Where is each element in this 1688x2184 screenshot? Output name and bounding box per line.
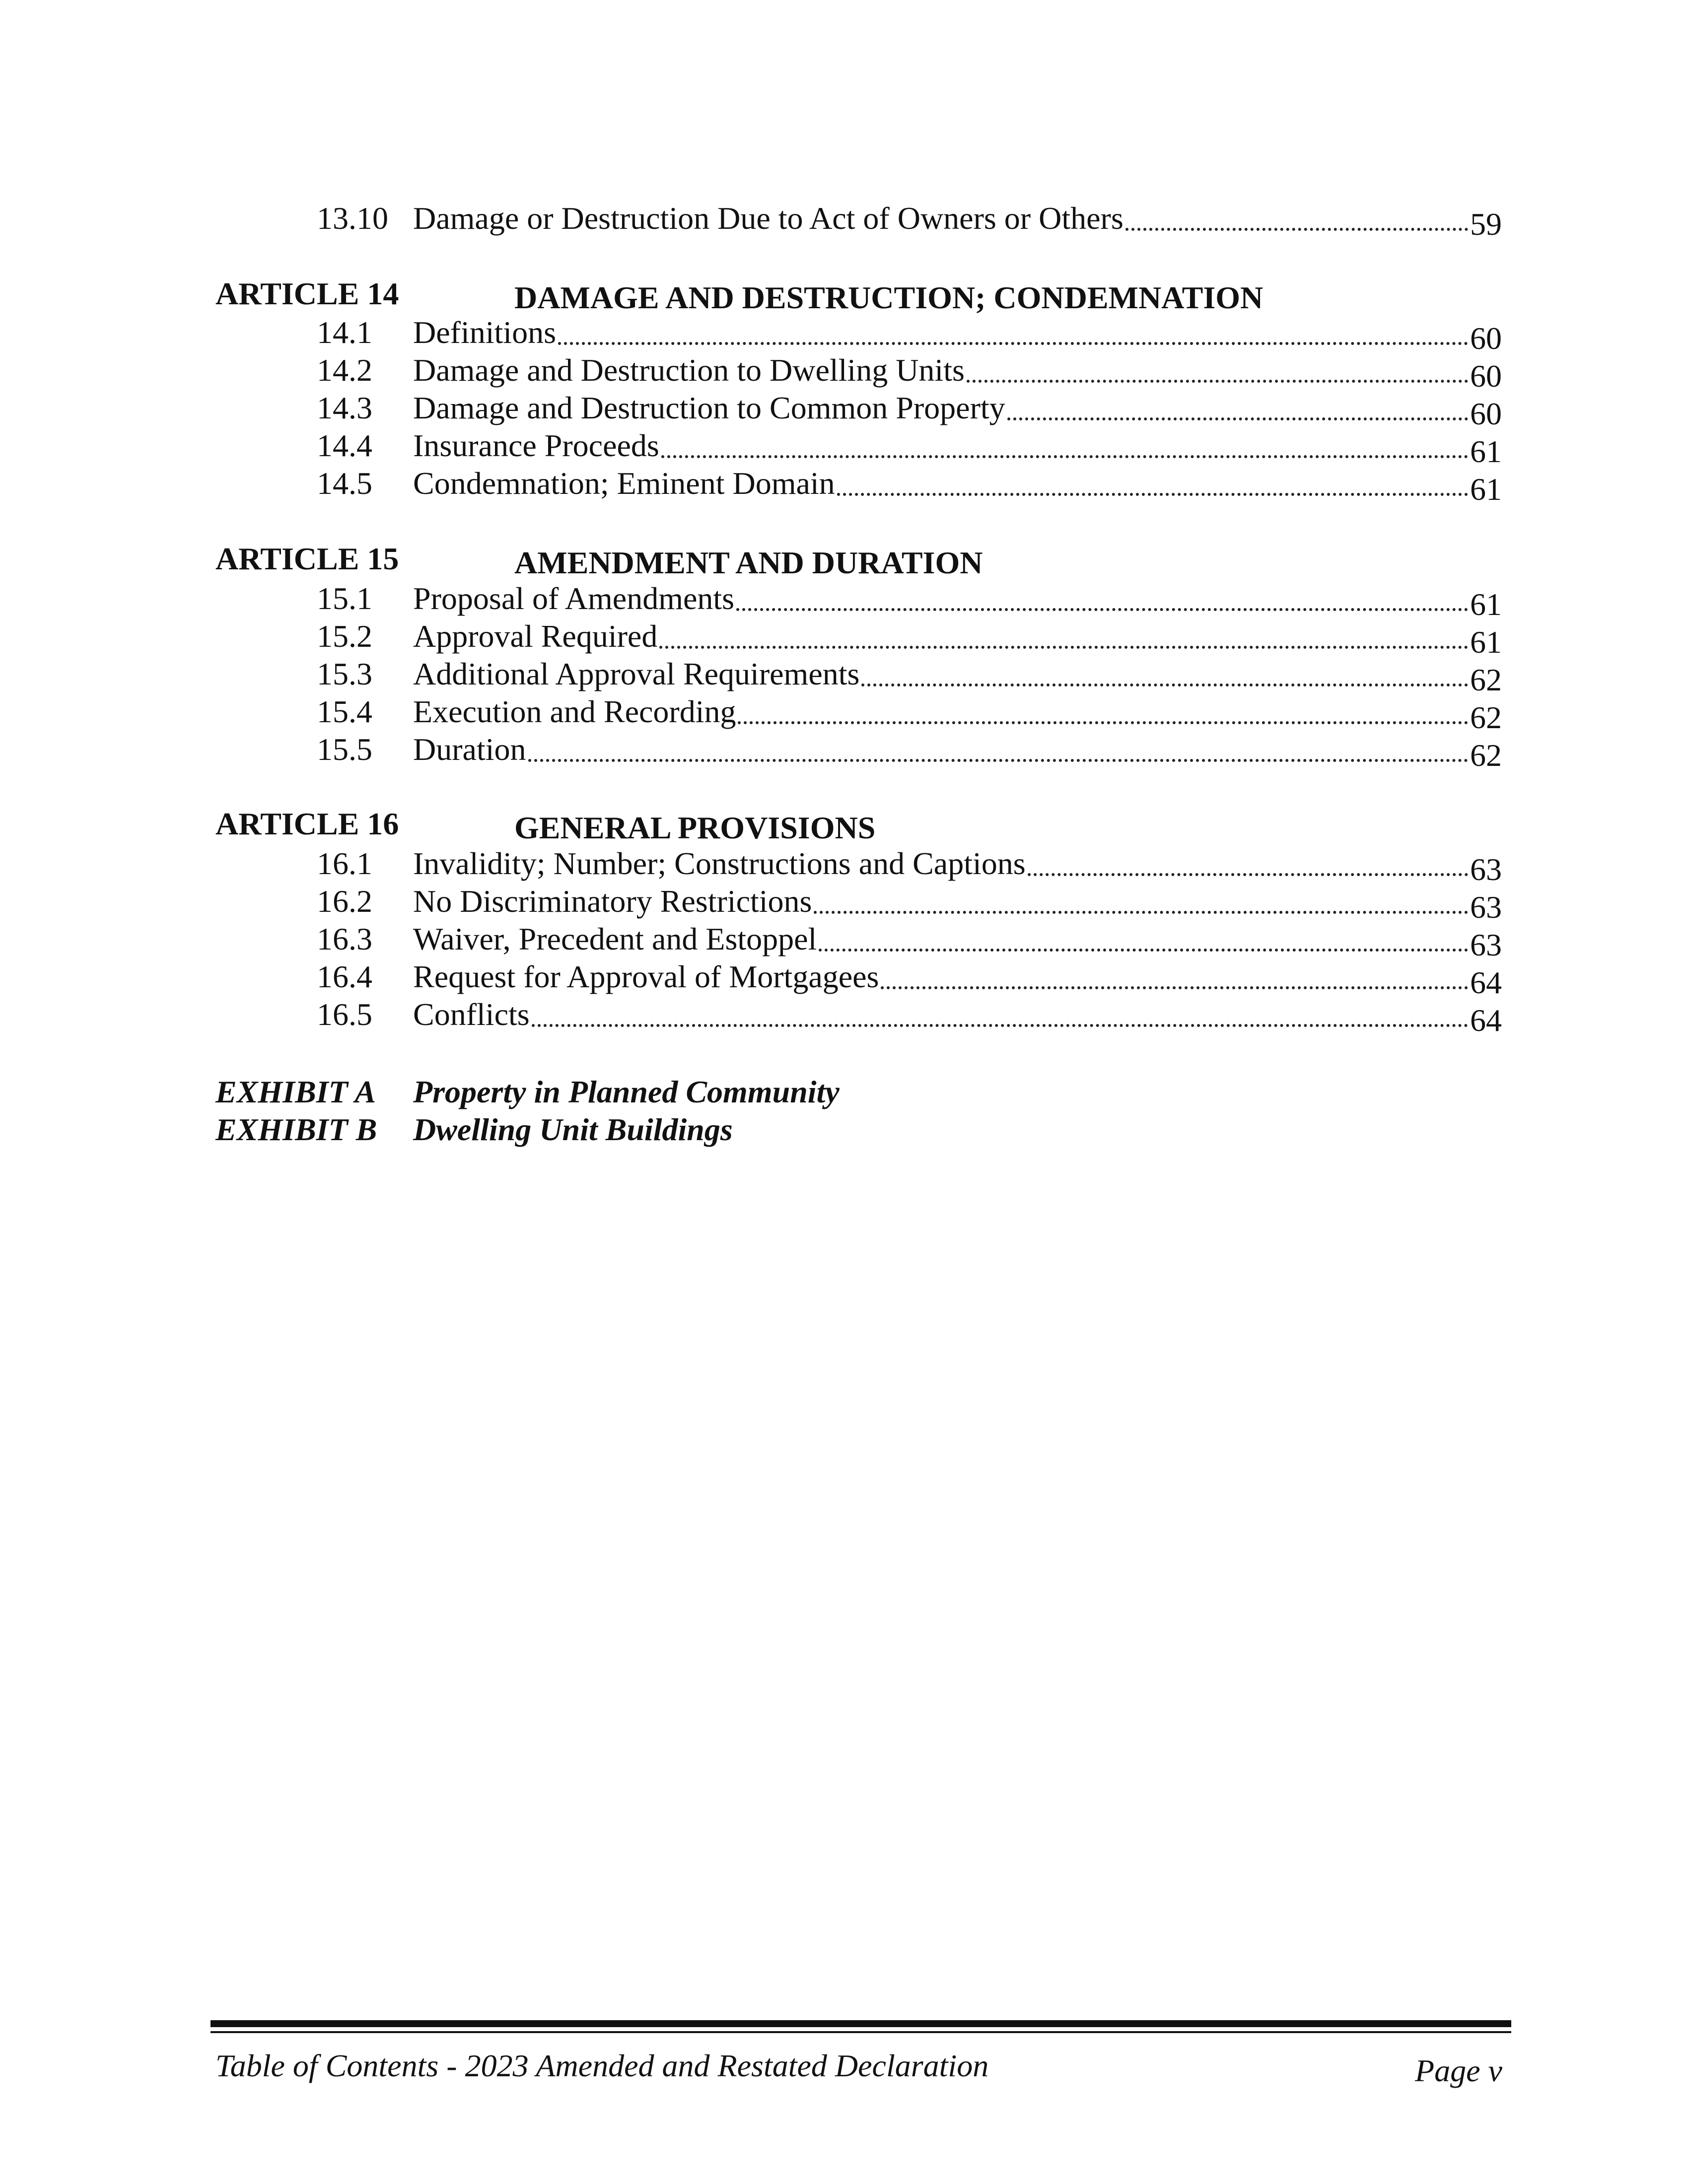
toc-entry-number: 14.3: [317, 390, 372, 425]
toc-entry-title: Execution and Recording: [413, 694, 736, 729]
toc-entry-title: Request for Approval of Mortgagees: [413, 959, 879, 994]
toc-entry-number: 15.2: [317, 618, 372, 654]
toc-entry-page: 60: [1470, 358, 1502, 394]
exhibit-a: [0, 1072, 1688, 1112]
toc-entry-14-1: [0, 313, 1688, 356]
toc-entry-title: Damage and Destruction to Dwelling Units: [413, 352, 965, 388]
toc-entry-body: [413, 654, 1502, 697]
dot-leader: [1007, 417, 1468, 420]
dot-leader: [837, 493, 1468, 496]
article-title: DAMAGE AND DESTRUCTION; CONDEMNATION: [514, 280, 1264, 315]
dot-leader: [814, 911, 1468, 914]
toc-entry-16-1: [0, 844, 1688, 887]
toc-entry-number: 15.3: [317, 656, 372, 691]
toc-entry-title: Damage and Destruction to Common Property: [413, 390, 1005, 425]
toc-entry-page: 62: [1470, 738, 1502, 773]
toc-entry-page: 60: [1470, 321, 1502, 356]
dot-leader: [528, 759, 1469, 762]
toc-entry-13-10: [0, 199, 1688, 242]
toc-entry-number: 16.2: [317, 884, 372, 919]
toc-entry-body: [413, 692, 1502, 735]
toc-entry-title: Duration: [413, 732, 526, 767]
toc-entry-body: [413, 388, 1502, 431]
toc-entry-body: [413, 199, 1502, 242]
toc-entry-page: 63: [1470, 852, 1502, 887]
dot-leader: [659, 646, 1468, 649]
toc-entry-page: 63: [1470, 889, 1502, 925]
toc-entry-title: Conflicts: [413, 997, 530, 1032]
article-title: GENERAL PROVISIONS: [514, 810, 876, 845]
toc-entry-title: Proposal of Amendments: [413, 581, 735, 616]
toc-entry-body: [413, 350, 1502, 394]
article-title: AMENDMENT AND DURATION: [514, 545, 983, 580]
toc-entry-title: Invalidity; Number; Constructions and Captions: [413, 846, 1026, 881]
toc-entry-16-3: [0, 919, 1688, 962]
toc-entry-title: Insurance Proceeds: [413, 428, 659, 463]
toc-entry-title: Approval Required: [413, 618, 658, 654]
toc-entry-body: [413, 579, 1502, 622]
footer-document-title: Table of Contents - 2023 Amended and Restated Declaration: [215, 2048, 989, 2083]
toc-entry-number: 14.4: [317, 428, 372, 463]
toc-entry-16-2: [0, 882, 1688, 925]
toc-entry-body: [413, 882, 1502, 925]
toc-entry-body: [413, 919, 1502, 962]
toc-entry-page: 64: [1470, 1003, 1502, 1038]
toc-entry-15-2: [0, 616, 1688, 660]
toc-entry-page: 61: [1470, 434, 1502, 469]
toc-entry-body: [413, 426, 1502, 469]
toc-entry-title: Waiver, Precedent and Estoppel: [413, 921, 817, 956]
toc-entry-number: 16.5: [317, 997, 372, 1032]
article-14-heading: [0, 274, 1688, 314]
toc-entry-number: 16.1: [317, 846, 372, 881]
dot-leader: [861, 683, 1468, 686]
toc-entry-title: Definitions: [413, 315, 556, 350]
footer-rule-thick: [211, 2020, 1511, 2027]
dot-leader: [661, 455, 1468, 458]
toc-entry-number: 14.1: [317, 315, 372, 350]
toc-entry-body: [413, 464, 1502, 507]
exhibit-label: EXHIBIT A: [215, 1074, 376, 1109]
toc-entry-page: 62: [1470, 662, 1502, 697]
toc-entry-page: 59: [1470, 206, 1502, 242]
toc-entry-15-1: [0, 579, 1688, 622]
toc-entry-title: Condemnation; Eminent Domain: [413, 466, 835, 501]
toc-entry-body: [413, 313, 1502, 356]
toc-entry-number: 15.4: [317, 694, 372, 729]
toc-entry-number: 13.10: [317, 201, 388, 236]
toc-entry-page: 60: [1470, 396, 1502, 431]
toc-entry-page: 62: [1470, 700, 1502, 735]
toc-entry-14-5: [0, 464, 1688, 507]
toc-entry-15-5: [0, 730, 1688, 773]
dot-leader: [738, 721, 1468, 724]
toc-entry-16-4: [0, 957, 1688, 1000]
footer-rule-thin: [211, 2031, 1511, 2033]
toc-entry-page: 61: [1470, 624, 1502, 660]
toc-entry-title: No Discriminatory Restrictions: [413, 884, 812, 919]
article-label: ARTICLE 15: [215, 541, 399, 576]
exhibit-title: Property in Planned Community: [413, 1074, 840, 1109]
toc-entry-body: [413, 957, 1502, 1000]
toc-entry-number: 14.5: [317, 466, 372, 501]
toc-entry-15-3: [0, 654, 1688, 697]
toc-entry-number: 14.2: [317, 352, 372, 388]
dot-leader: [819, 949, 1468, 952]
toc-entry-number: 15.5: [317, 732, 372, 767]
toc-entry-16-5: [0, 995, 1688, 1038]
dot-leader: [558, 342, 1468, 345]
toc-entry-14-4: [0, 426, 1688, 469]
article-15-heading: [0, 539, 1688, 579]
toc-entry-page: 64: [1470, 965, 1502, 1000]
exhibit-b: [0, 1110, 1688, 1150]
toc-entry-14-3: [0, 388, 1688, 431]
exhibit-label: EXHIBIT B: [215, 1112, 377, 1147]
toc-entry-body: [413, 730, 1502, 773]
toc-entry-page: 63: [1470, 927, 1502, 962]
toc-entry-15-4: [0, 692, 1688, 735]
dot-leader: [881, 986, 1468, 989]
toc-entry-body: [413, 995, 1502, 1038]
toc-entry-page: 61: [1470, 587, 1502, 622]
dot-leader: [532, 1024, 1468, 1027]
toc-entry-number: 16.4: [317, 959, 372, 994]
toc-entry-14-2: [0, 350, 1688, 394]
toc-entry-title: Damage or Destruction Due to Act of Owners or Others: [413, 201, 1124, 236]
dot-leader: [967, 380, 1468, 383]
toc-entry-body: [413, 844, 1502, 887]
article-16-heading: [0, 804, 1688, 844]
toc-entry-number: 16.3: [317, 921, 372, 956]
dot-leader: [736, 608, 1468, 611]
exhibit-title: Dwelling Unit Buildings: [413, 1112, 733, 1147]
toc-entry-number: 15.1: [317, 581, 372, 616]
dot-leader: [1125, 228, 1468, 231]
article-label: ARTICLE 16: [215, 806, 399, 841]
toc-entry-body: [413, 616, 1502, 660]
toc-entry-page: 61: [1470, 472, 1502, 507]
toc-entry-title: Additional Approval Requirements: [413, 656, 860, 691]
dot-leader: [1028, 873, 1468, 876]
article-label: ARTICLE 14: [215, 276, 399, 311]
footer-page-number: Page v: [1415, 2053, 1502, 2088]
